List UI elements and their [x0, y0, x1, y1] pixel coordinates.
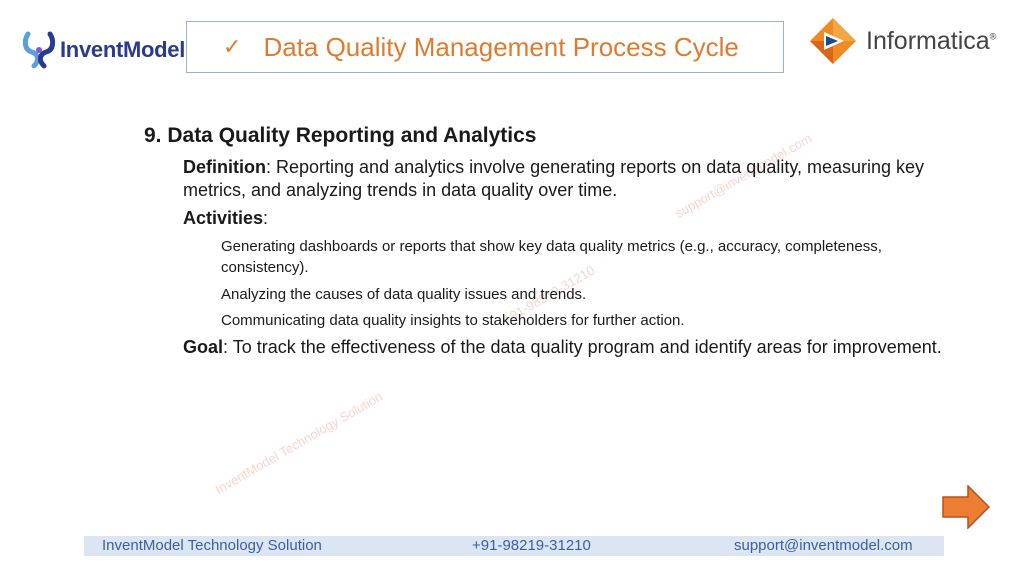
informatica-logo-text [866, 27, 996, 56]
activities-heading [183, 207, 963, 230]
footer-company: InventModel Technology Solution [102, 537, 322, 554]
goal-text: : To track the effectiveness of the data quality program and identify areas for improvement. [223, 337, 942, 357]
goal-paragraph [183, 336, 963, 359]
section-heading: 9. Data Quality Reporting and Analytics [144, 124, 537, 147]
definition-paragraph [183, 156, 963, 202]
informatica-name: Informatica [866, 26, 990, 55]
slide-title: Data Quality Management Process Cycle [263, 31, 739, 62]
activity-item: Generating dashboards or reports that show key data quality metrics (e.g., accuracy, completeness, consistency). [221, 238, 882, 276]
footer-phone: +91-98219-31210 [472, 537, 591, 554]
watermark-email: support@inventmodel.com [672, 130, 815, 221]
slide-title-box [186, 21, 784, 73]
informatica-logo [808, 16, 996, 66]
inventmodel-logo-icon [22, 30, 56, 70]
watermark-company: InventModel Technology Solution [212, 388, 386, 497]
footer-email: support@inventmodel.com [734, 537, 913, 554]
inventmodel-logo [22, 28, 185, 72]
activity-item: Analyzing the causes of data quality issues and trends. [221, 286, 587, 303]
goal-label: Goal [183, 337, 224, 357]
activity-item: Communicating data quality insights to stakeholders for further action. [221, 312, 685, 329]
informatica-logo-icon [808, 16, 858, 66]
inventmodel-logo-text: InventModel [60, 37, 186, 62]
activities-label: Activities [183, 208, 264, 228]
footer-bar [84, 536, 944, 556]
definition-text: : Reporting and analytics involve generating reports on data quality, measuring key metrics, and analyzing trends in data quality over time. [183, 157, 925, 200]
arrow-right-icon[interactable] [942, 485, 990, 534]
registered-mark: ® [989, 31, 997, 42]
watermark-phone: +91-98219-31210 [500, 262, 598, 327]
check-icon: ✓ [223, 34, 242, 59]
activities-colon: : [263, 208, 269, 228]
definition-label: Definition [183, 157, 266, 177]
